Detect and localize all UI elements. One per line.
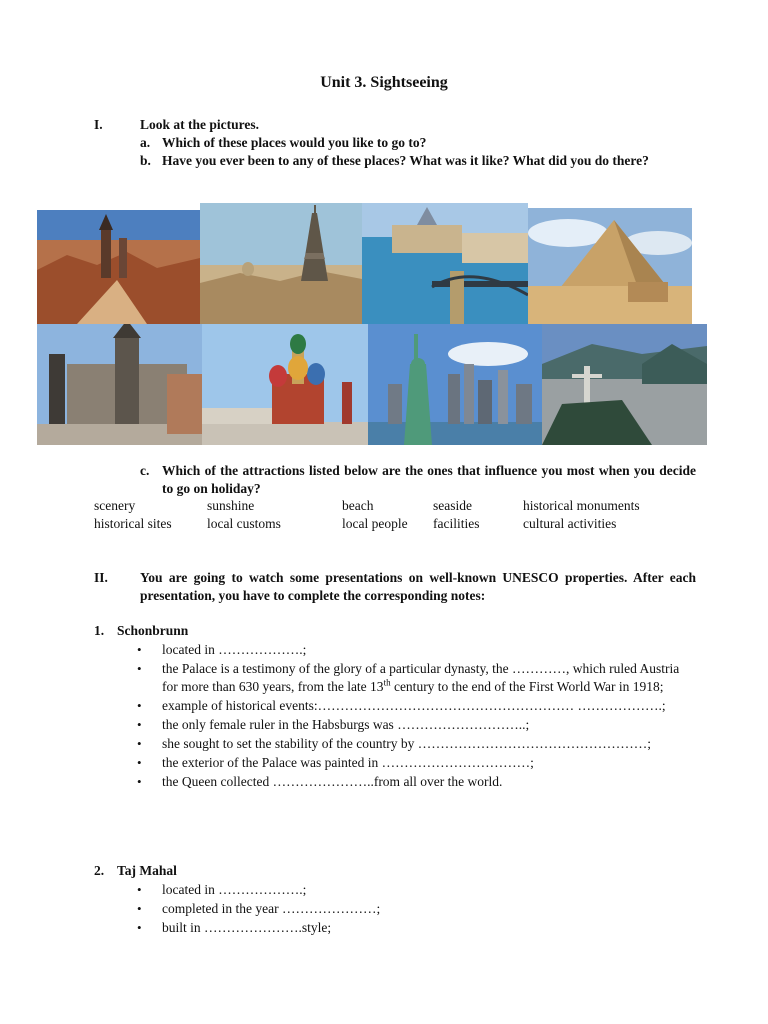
photo-prague-old-town — [37, 210, 200, 324]
section-1-number: I. — [94, 117, 103, 132]
question-c-text: Which of the attractions listed below are the ones that influence you most when you decide to go on holiday? — [162, 463, 696, 496]
item-2-number: 2. — [94, 863, 105, 878]
note-item: • the Palace is a testimony of the glory of a particular dynasty, the …………, which ruled Austria for more than 630 years, from the late 13th century to the end of the First World War in 1918; — [137, 660, 697, 696]
page-title: Unit 3. Sightseeing — [320, 74, 448, 91]
photo-rio-christ-the-redeemer — [542, 324, 707, 445]
section-2-text: You are going to watch some presentations on well-known UNESCO properties. After each presentation, you have to complete the corresponding notes: — [140, 570, 696, 603]
photo-new-york-statue-of-liberty — [368, 324, 542, 445]
question-c-label: c. — [140, 463, 150, 478]
photo-moscow-st-basils — [202, 324, 368, 445]
attraction-item: local customs — [207, 516, 281, 531]
attraction-item: cultural activities — [523, 516, 617, 531]
note-item: • located in ……………….; — [137, 881, 697, 899]
attraction-item: historical monuments — [523, 498, 640, 513]
photo-collage — [37, 203, 707, 445]
section-1-heading: Look at the pictures. — [140, 117, 260, 132]
note-item: • example of historical events:………………………………………………… ……………….; — [137, 697, 697, 715]
section-2-number: II. — [94, 570, 108, 585]
note-item: • built in ………………….style; — [137, 919, 697, 937]
photo-paris-eiffel-tower — [200, 203, 362, 324]
note-item: • completed in the year …………………; — [137, 900, 697, 918]
attraction-item: facilities — [433, 516, 480, 531]
photo-budapest-parliament — [362, 203, 528, 324]
attraction-item: seaside — [433, 498, 472, 513]
note-item: • the only female ruler in the Habsburgs was ………………………..; — [137, 716, 697, 734]
attraction-item: sunshine — [207, 498, 255, 513]
question-a-label: a. — [140, 135, 151, 150]
attractions-list — [0, 498, 768, 538]
photo-giza-pyramid — [528, 208, 692, 324]
photo-prague-charles-bridge — [37, 324, 202, 445]
item-2-name: Taj Mahal — [117, 863, 177, 878]
schonbrunn-notes — [137, 641, 697, 792]
attraction-item: local people — [342, 516, 408, 531]
note-item: • the exterior of the Palace was painted in ……………………………; — [137, 754, 697, 772]
item-1-name: Schonbrunn — [117, 623, 189, 638]
question-b-label: b. — [140, 153, 151, 168]
question-a-text: Which of these places would you like to go to? — [162, 135, 427, 150]
item-1-number: 1. — [94, 623, 105, 638]
question-b-text: Have you ever been to any of these places? What was it like? What did you do there? — [162, 153, 649, 168]
taj-mahal-notes — [137, 881, 697, 938]
attraction-item: beach — [342, 498, 374, 513]
attraction-item: historical sites — [94, 516, 172, 531]
note-item: • she sought to set the stability of the country by ……………………………………………; — [137, 735, 697, 753]
note-item: • located in ……………….; — [137, 641, 697, 659]
attraction-item: scenery — [94, 498, 136, 513]
note-item: • the Queen collected …………………..from all over the world. — [137, 773, 697, 791]
